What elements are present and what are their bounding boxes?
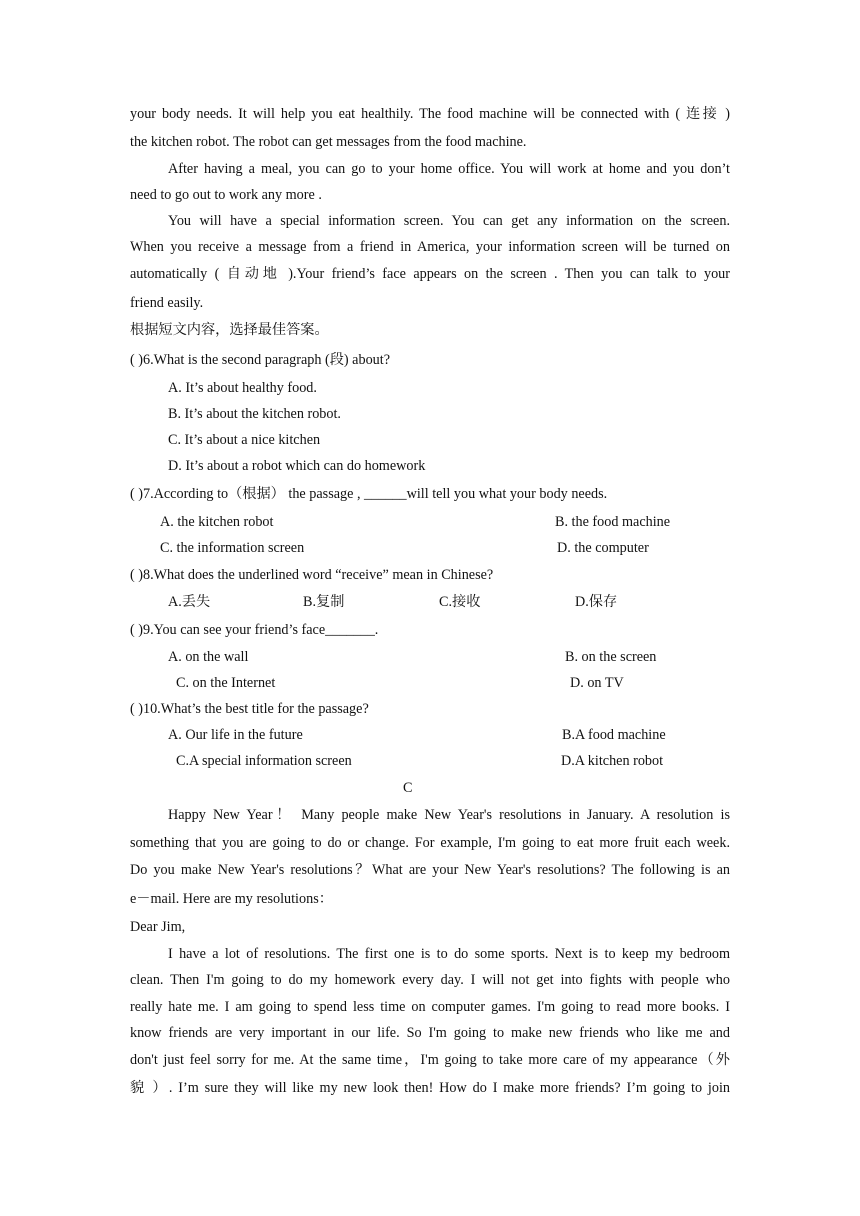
option-b: B.A food machine [562, 727, 666, 743]
passage-line: really hate me. I am going to spend less time on computer games. I'm going to read more books. I [130, 999, 730, 1015]
passage-line: need to go out to work any more . [130, 187, 322, 203]
option-a: A.丢失 [168, 594, 211, 610]
option-a: A. on the wall [168, 649, 249, 665]
section-heading: C [403, 780, 413, 796]
passage-line: Do you make New Year's resolutions？What are your New Year's resolutions? The following is an [130, 862, 730, 878]
passage-line: You will have a special information screen. You can get any information on the screen. [168, 213, 730, 229]
option-d: D. on TV [570, 675, 624, 691]
option-a: A. the kitchen robot [160, 514, 274, 530]
option-d: D.保存 [575, 594, 618, 610]
option-a: A. Our life in the future [168, 727, 303, 743]
option-b: B. the food machine [555, 514, 671, 530]
option-b: B. on the screen [565, 649, 657, 665]
letter-salutation: Dear Jim, [130, 919, 186, 935]
option-c: C.A special information screen [176, 753, 352, 769]
question-stem: ( )10.What’s the best title for the passage? [130, 701, 369, 717]
passage-line: clean. Then I'm going to do my homework every day. I will not get into fights with people who [130, 972, 730, 988]
passage-line: When you receive a message from a friend in America, your information screen will be turned on [130, 239, 730, 255]
passage-line: don't just feel sorry for me. At the same time，I'm going to take more care of my appearance（外 [130, 1052, 730, 1068]
question-stem: ( )9.You can see your friend’s face_______. [130, 622, 379, 638]
question-stem: ( )8.What does the underlined word “receive” mean in Chinese? [130, 567, 494, 583]
passage-line: your body needs. It will help you eat healthily. The food machine will be connected with ( 连接 ) [130, 106, 730, 122]
option-c: C.接收 [439, 594, 481, 610]
passage-line: the kitchen robot. The robot can get messages from the food machine. [130, 134, 527, 150]
passage-line: After having a meal, you can go to your home office. You will work at home and you don’t [168, 161, 730, 177]
passage-line: e－mail. Here are my resolutions： [130, 891, 333, 907]
passage-line: something that you are going to do or change. For example, I'm going to eat more fruit each week. [130, 835, 730, 851]
passage-line: I have a lot of resolutions. The first one is to do some sports. Next is to keep my bedroom [168, 946, 730, 962]
instruction-text: 根据短文内容，选择最佳答案。 [130, 322, 329, 338]
passage-line: automatically ( 自动地 ).Your friend’s face appears on the screen . Then you can talk to your [130, 266, 730, 282]
question-stem: ( )6.What is the second paragraph (段) about? [130, 352, 391, 368]
option-c: C. the information screen [160, 540, 305, 556]
passage-line: Happy New Year！ Many people make New Year's resolutions in January. A resolution is [168, 807, 730, 823]
option-d: D. It’s about a robot which can do homework [168, 458, 426, 474]
passage-line: friend easily. [130, 295, 204, 311]
option-c: C. on the Internet [176, 675, 276, 691]
passage-line: 貌 ）. I’m sure they will like my new look then! How do I make more friends? I’m going to join [130, 1080, 730, 1096]
option-a: A. It’s about healthy food. [168, 380, 317, 396]
option-d: D.A kitchen robot [561, 753, 664, 769]
option-b: B. It’s about the kitchen robot. [168, 406, 341, 422]
option-c: C. It’s about a nice kitchen [168, 432, 321, 448]
option-d: D. the computer [557, 540, 649, 556]
question-stem: ( )7.According to（根据） the passage , ______will tell you what your body needs. [130, 486, 608, 502]
passage-line: know friends are very important in our life. So I'm going to make new friends who like me and [130, 1025, 730, 1041]
option-b: B.复制 [303, 594, 345, 610]
